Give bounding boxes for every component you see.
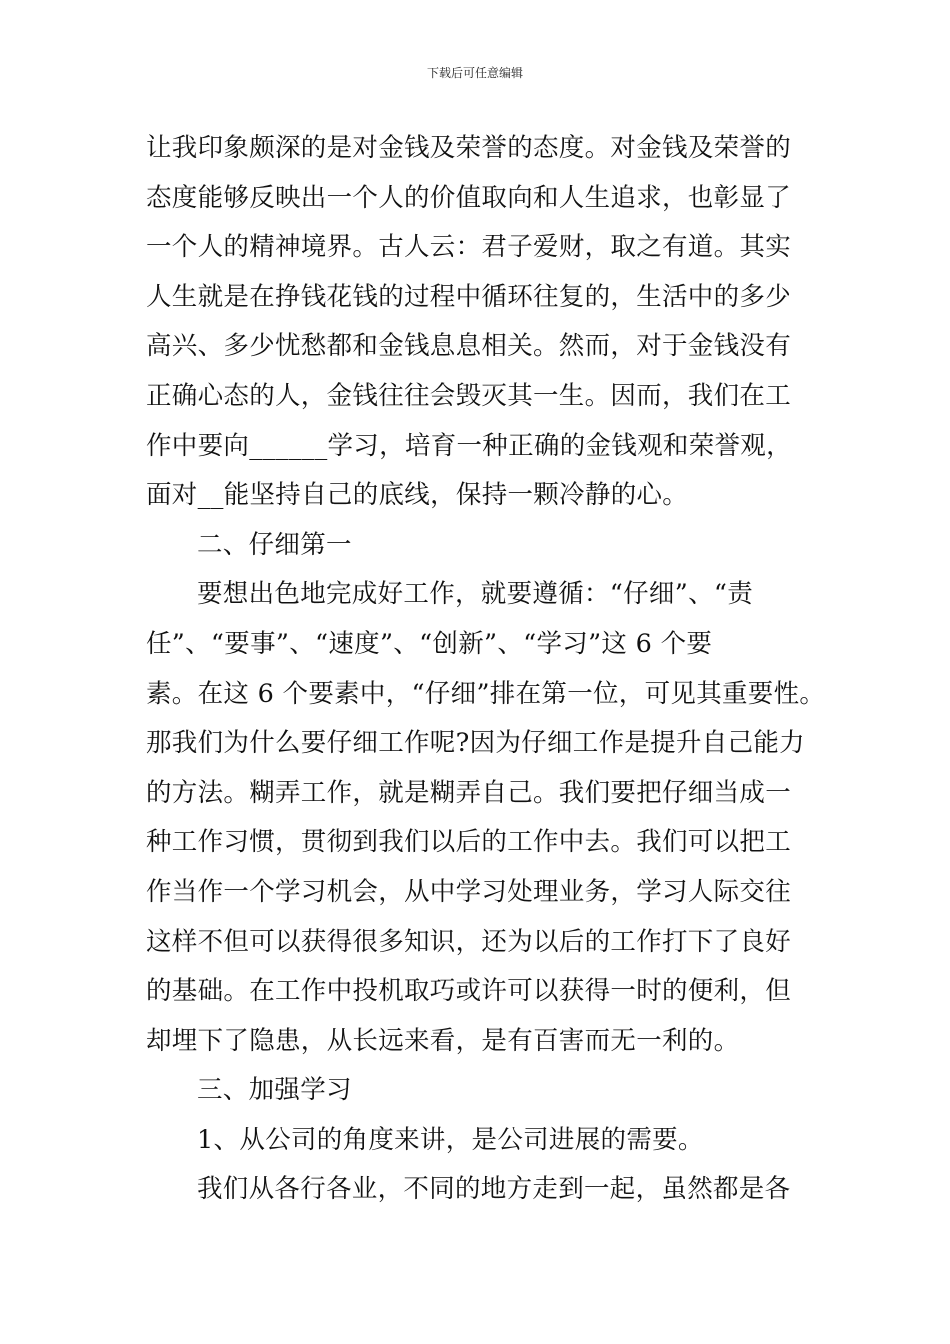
text-line: 一个人的精神境界。古人云：君子爱财，取之有道。其实 xyxy=(146,232,792,263)
text-line: 的基础。在工作中投机取巧或许可以获得一时的便利，但 xyxy=(146,976,792,1007)
text-line: 高兴、多少忧愁都和金钱息息相关。然而，对于金钱没有 xyxy=(146,331,792,362)
text-line: 素。在这 6 个要素中，“仔细”排在第一位，可见其重要性。 xyxy=(146,678,826,709)
text-line: 要想出色地完成好工作，就要遵循：“仔细”、“责 xyxy=(197,579,754,610)
text-line: 作当作一个学习机会，从中学习处理业务，学习人际交往 xyxy=(146,876,792,907)
text-line: 我们从各行各业，不同的地方走到一起，虽然都是各 xyxy=(197,1174,791,1205)
page-header: 下载后可任意编辑 xyxy=(426,66,523,80)
text-line: 正确心态的人，金钱往往会毁灭其一生。因而，我们在工 xyxy=(146,380,792,411)
text-line: 任”、“要事”、“速度”、“创新”、“学习”这 6 个要 xyxy=(146,628,713,659)
paragraph-careful-body xyxy=(146,620,826,1066)
subheading-1 xyxy=(146,1116,826,1166)
text-line: 这样不但可以获得很多知识，还为以后的工作打下了良好 xyxy=(146,926,792,957)
text-line: 态度能够反映出一个人的价值取向和人生追求，也彰显了 xyxy=(146,182,792,213)
document-body xyxy=(146,124,826,1215)
paragraph-careful-intro xyxy=(146,570,826,620)
section-heading-3 xyxy=(146,1066,826,1116)
text-line: 人生就是在挣钱花钱的过程中循环往复的，生活中的多少 xyxy=(146,281,792,312)
text-line: 让我印象颇深的是对金钱及荣誉的态度。对金钱及荣誉的 xyxy=(146,133,792,163)
text-line: 作中要向______学习，培育一种正确的金钱观和荣誉观， xyxy=(146,430,792,461)
text-line: 面对__能坚持自己的底线，保持一颗冷静的心。 xyxy=(146,480,689,511)
paragraph-money-attitude xyxy=(146,124,826,521)
subheading-text: 1、从公司的角度来讲，是公司进展的需要。 xyxy=(197,1124,704,1155)
text-line: 的方法。糊弄工作，就是糊弄自己。我们要把仔细当成一 xyxy=(146,777,792,808)
heading-text: 二、仔细第一 xyxy=(197,529,352,560)
paragraph-learning xyxy=(146,1165,826,1215)
text-line: 种工作习惯，贯彻到我们以后的工作中去。我们可以把工 xyxy=(146,827,792,858)
section-heading-2 xyxy=(146,521,826,571)
text-line: 那我们为什么要仔细工作呢?因为仔细工作是提升自己能力 xyxy=(146,728,805,759)
heading-text: 三、加强学习 xyxy=(197,1075,352,1106)
text-line: 却埋下了隐患，从长远来看，是有百害而无一利的。 xyxy=(146,1025,740,1056)
